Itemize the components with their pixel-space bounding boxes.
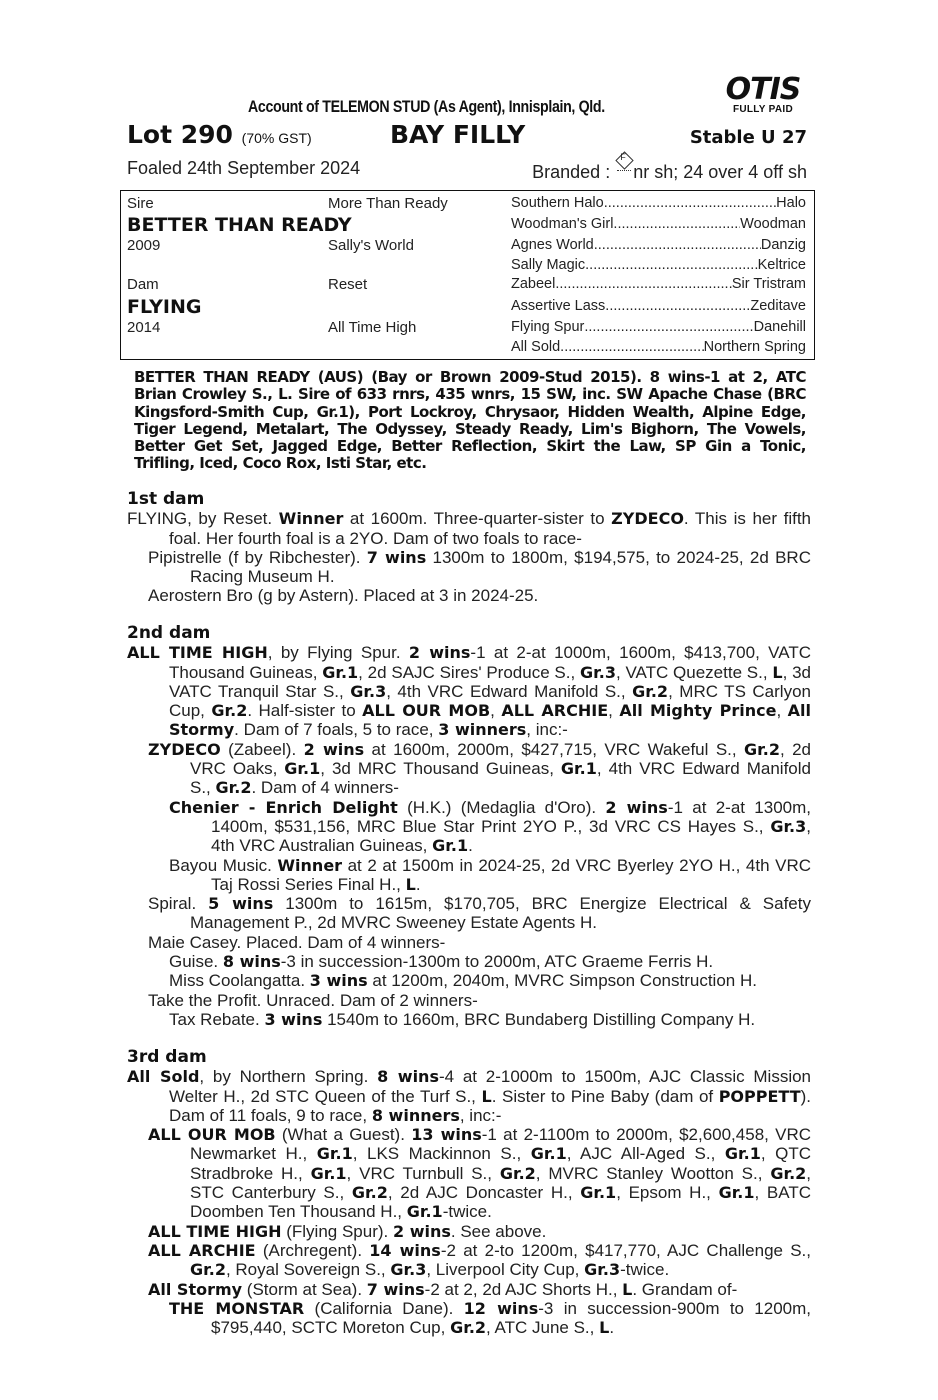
sex-colour: BAY FILLY (390, 120, 526, 149)
dam-label: Dam (127, 276, 159, 293)
pedigree-entry: Take the Profit. Unraced. Dam of 2 winners- (148, 990, 478, 1010)
pedigree-entry: Pipistrelle (f by Ribchester). 7 wins 1300m to 1800m, $194,575, to 2024-25, 2d BRC Racing Museum H. (148, 547, 811, 587)
fully-paid-label: FULLY PAID (732, 104, 794, 115)
dam-name: FLYING (127, 296, 202, 318)
dam-year: 2014 (127, 319, 161, 336)
sire-label: Sire (127, 195, 154, 212)
pedigree-entry: ZYDECO (Zabeel). 2 wins at 1600m, 2000m, $427,715, VRC Wakeful S., Gr.2, 2d VRC Oaks, Gr.1, 3d MRC Thousand Guineas, Gr.1, 4th VRC Edward Manifold S., Gr.2. Dam of 4 winners- (148, 739, 811, 798)
pedigree-grand-row: Zabeel ..... Sir Tristram (511, 276, 806, 292)
pedigree-entry: All Sold, by Northern Spring. 8 wins-4 at 2-1000m to 1500m, AJC Classic Mission Welter H., 2d STC Queen of the Turf S., L. Sister to Pine Baby (dam of POPPETT). Dam of 11 foals, 9 to race, 8 winners, inc:- (127, 1067, 812, 1125)
third-dam-entries (127, 1067, 811, 1337)
lot-label: Lot 290 (127, 120, 233, 149)
pedigree-entry: ALL OUR MOB (What a Guest). 13 wins-1 at 2-1100m to 2000m, $2,600,458, VRC Newmarket H., Gr.1, LKS Mackinnon S., Gr.1, AJC All-Aged S., Gr.1, QTC Stradbroke H., Gr.1, VRC Turnbull S., Gr.2, MVRC Stanley Wootton S., Gr.2, STC Canterbury S., Gr.2, 2d AJC Doncaster H., Gr.1, Epsom H., Gr.1, BATC Doomben Ten Thousand H., Gr.1-twice. (148, 1125, 812, 1222)
second-dam-heading: 2nd dam (127, 623, 211, 643)
third-dam-heading: 3rd dam (127, 1047, 207, 1067)
brand-diamond-icon: F (615, 158, 633, 180)
branded-info (532, 152, 807, 183)
pedigree-entry: Spiral. 5 wins 1300m to 1615m, $170,705, BRC Energize Electrical & Safety Management P., 2d MVRC Sweeney Estate Agents H. (148, 894, 811, 933)
sire-description: BETTER THAN READY (AUS) (Bay or Brown 2009-Stud 2015). 8 wins-1 at 2, ATC Brian Crowley S., L. Sire of 633 rnrs, 435 wnrs, 15 SW, inc. SW Apache Chase (BRC Kingsford-Smith Cup, Gr.1), Port Lockroy, Chrysaor, Hidden Wealth, Alpine Edge, Tiger Legend, Metalart, The Odyssey, Steady Ready, Lim's Bighorn, The Vowels, Better Get Set, Jagged Edge, Better Reflection, Skirt the Law, SP Gin a Tonic, Trifling, Iced, Coco Rox, Isti Star, etc. (134, 368, 806, 473)
branded-text: nr sh; 24 over 4 off sh (633, 162, 807, 182)
stable-number: Stable U 27 (689, 127, 807, 148)
first-dam-entries (127, 509, 811, 605)
lot-number (127, 120, 312, 149)
pedigree-entry: Aerostern Bro (g by Astern). Placed at 3 in 2024-25. (148, 586, 539, 606)
second-dam-entries (127, 643, 811, 1029)
gst-note: (70% GST) (241, 130, 312, 146)
sire-sire: More Than Ready (328, 195, 448, 212)
sire-year: 2009 (127, 237, 161, 254)
pedigree-entry: FLYING, by Reset. Winner at 1600m. Three-quarter-sister to ZYDECO. This is her fifth foal. Her fourth foal is a 2YO. Dam of two foals to race- (127, 509, 811, 548)
otis-logo (720, 72, 806, 116)
pedigree-entry: Chenier - Enrich Delight (H.K.) (Medaglia d'Oro). 2 wins-1 at 2-at 1300m, 1400m, $531,156, MRC Blue Star Print 2YO P., 3d VRC CS Hayes S., Gr.3, 4th VRC Australian Guineas, Gr.1. (169, 797, 811, 856)
first-dam-heading: 1st dam (127, 489, 205, 509)
otis-logo-icon: OTIS (725, 72, 801, 107)
third-dam-section (127, 1048, 811, 1337)
pedigree-entry: Guise. 8 wins-3 in succession-1300m to 2000m, ATC Graeme Ferris H. (169, 952, 714, 972)
pedigree-entry: Tax Rebate. 3 wins 1540m to 1660m, BRC Bundaberg Distilling Company H. (169, 1009, 756, 1029)
pedigree-entry: Maie Casey. Placed. Dam of 4 winners- (148, 932, 446, 952)
pedigree-grand-row: Sally Magic ..... Keltrice (511, 257, 806, 273)
pedigree-entry: ALL TIME HIGH (Flying Spur). 2 wins. See above. (148, 1221, 547, 1241)
pedigree-grand-row: Woodman's Girl ..... Woodman (511, 216, 806, 232)
pedigree-grand-row: All Sold ..... Northern Spring (511, 339, 806, 355)
pedigree-entry: Bayou Music. Winner at 2 at 1500m in 2024-25, 2d VRC Byerley 2YO H., 4th VRC Taj Rossi Series Final H., L. (169, 855, 811, 894)
pedigree-entry: All Stormy (Storm at Sea). 7 wins-2 at 2, 2d AJC Shorts H., L. Grandam of- (148, 1279, 738, 1299)
dam-sire: Reset (328, 276, 368, 293)
pedigree-entry: ALL ARCHIE (Archregent). 14 wins-2 at 2-to 1200m, $417,770, AJC Challenge S., Gr.2, Royal Sovereign S., Gr.3, Liverpool City Cup, Gr.3-twice. (148, 1240, 812, 1280)
foaled-date: Foaled 24th September 2024 (127, 158, 361, 178)
pedigree-grand-row: Flying Spur ..... Danehill (511, 319, 806, 335)
dam-dam: All Time High (328, 319, 417, 336)
branded-label: Branded : (532, 162, 611, 182)
pedigree-entry: THE MONSTAR (California Dane). 12 wins-3 in succession-900m to 1200m, $795,440, SCTC Moreton Cup, Gr.2, ATC June S., L. (169, 1298, 812, 1338)
sire-name: BETTER THAN READY (127, 214, 352, 236)
sire-dam: Sally's World (328, 237, 414, 254)
pedigree-grand-row: Agnes World ..... Danzig (511, 237, 806, 253)
pedigree-grand-row: Assertive Lass ..... Zeditave (511, 298, 806, 314)
pedigree-grand-row: Southern Halo ..... Halo (511, 195, 806, 211)
vendor-account: Account of TELEMON STUD (As Agent), Innisplain, Qld. (248, 98, 605, 116)
second-dam-section (127, 624, 811, 1029)
first-dam-section (127, 490, 811, 606)
pedigree-entry: ALL TIME HIGH, by Flying Spur. 2 wins-1 at 2-at 1000m, 1600m, $413,700, VATC Thousand Guineas, Gr.1, 2d SAJC Sires' Produce S., Gr.3, VATC Quezette S., L, 3d VATC Tranquil Star S., Gr.3, 4th VRC Edward Manifold S., Gr.2, MRC TS Carlyon Cup, Gr.2. Half-sister to ALL OUR MOB, ALL ARCHIE, All Mighty Prince, All Stormy. Dam of 7 foals, 5 to race, 3 winners, inc:- (127, 643, 812, 740)
pedigree-entry: Miss Coolangatta. 3 wins at 1200m, 2040m, MVRC Simpson Construction H. (169, 971, 757, 991)
pedigree-table (120, 190, 815, 360)
